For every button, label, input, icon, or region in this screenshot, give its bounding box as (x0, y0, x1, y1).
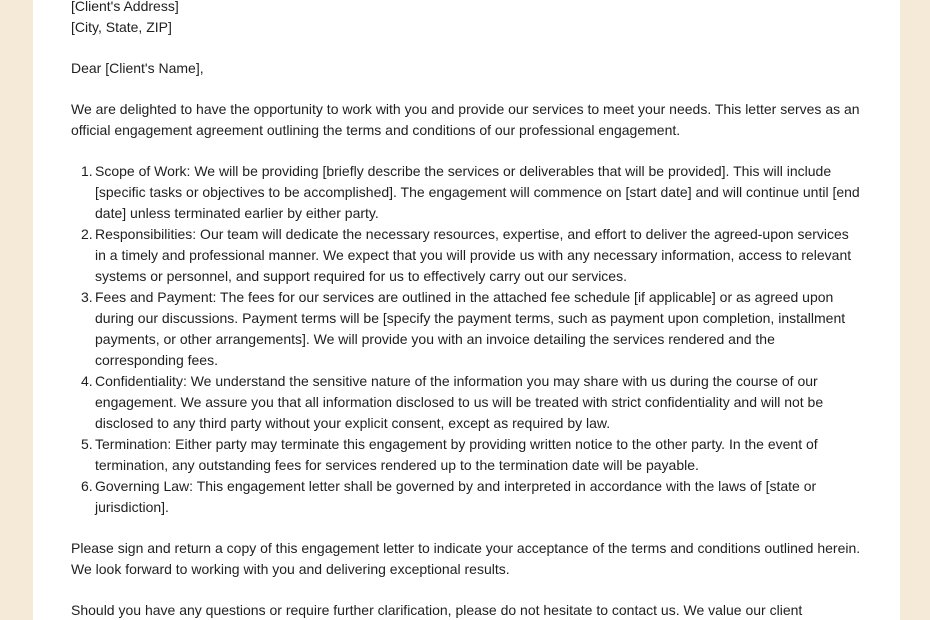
letter-page (33, 0, 900, 620)
term-number: 3. (81, 289, 93, 305)
client-address-line: [Client's Address] (71, 0, 179, 14)
term-number: 2. (81, 226, 93, 242)
letter-body (71, 0, 861, 620)
term-item-confidentiality (71, 371, 861, 434)
term-number: 4. (81, 373, 93, 389)
followup-paragraph: Should you have any questions or require further clarification, please do not hesitate to contact us. We value our client (71, 602, 803, 618)
salutation: Dear [Client's Name], (71, 60, 204, 76)
term-item-scope (71, 161, 861, 224)
term-item-termination (71, 434, 861, 476)
term-text: Termination: Either party may terminate this engagement by providing written notice to the other party. In the event of termination, any outstanding fees for services rendered up to the termination date will be payable. (95, 436, 818, 473)
intro-paragraph: We are delighted to have the opportunity to work with you and provide our services to meet your needs. This letter serves as an official engagement agreement outlining the terms and conditions of our professional engagement. (71, 101, 860, 138)
term-item-fees (71, 287, 861, 371)
term-text: Responsibilities: Our team will dedicate the necessary resources, expertise, and effort to deliver the agreed-upon services in a timely and professional manner. We expect that you will provide us with any necessary information, access to relevant systems or personnel, and support required for us to effectively carry out our services. (95, 226, 852, 284)
term-number: 6. (81, 478, 93, 494)
term-item-responsibilities (71, 224, 861, 287)
term-number: 1. (81, 163, 93, 179)
term-number: 5. (81, 436, 93, 452)
client-city-state-zip-line: [City, State, ZIP] (71, 19, 172, 35)
terms-list (71, 161, 861, 518)
closing-paragraph: Please sign and return a copy of this engagement letter to indicate your acceptance of the terms and conditions outlined herein. We look forward to working with you and delivering exceptional results. (71, 540, 861, 577)
term-text: Confidentiality: We understand the sensitive nature of the information you may share with us during the course of our engagement. We assure you that all information disclosed to us will be treated with strict confidentiality and will not be disclosed to any third party without your explicit consent, except as required by law. (95, 373, 824, 431)
term-text: Governing Law: This engagement letter shall be governed by and interpreted in accordance with the laws of [state or jurisdiction]. (95, 478, 817, 515)
term-text: Scope of Work: We will be providing [briefly describe the services or deliverables that will be provided]. This will include [specific tasks or objectives to be accomplished]. The engagement will commence on [start date] and will continue until [end date] unless terminated earlier by either party. (95, 163, 860, 221)
term-item-governing-law (71, 476, 861, 518)
term-text: Fees and Payment: The fees for our services are outlined in the attached fee schedule [if applicable] or as agreed upon during our discussions. Payment terms will be [specify the payment terms, such as payment upon completion, installment payments, or other arrangements]. We will provide you with an invoice detailing the services rendered and the corresponding fees. (95, 289, 846, 368)
